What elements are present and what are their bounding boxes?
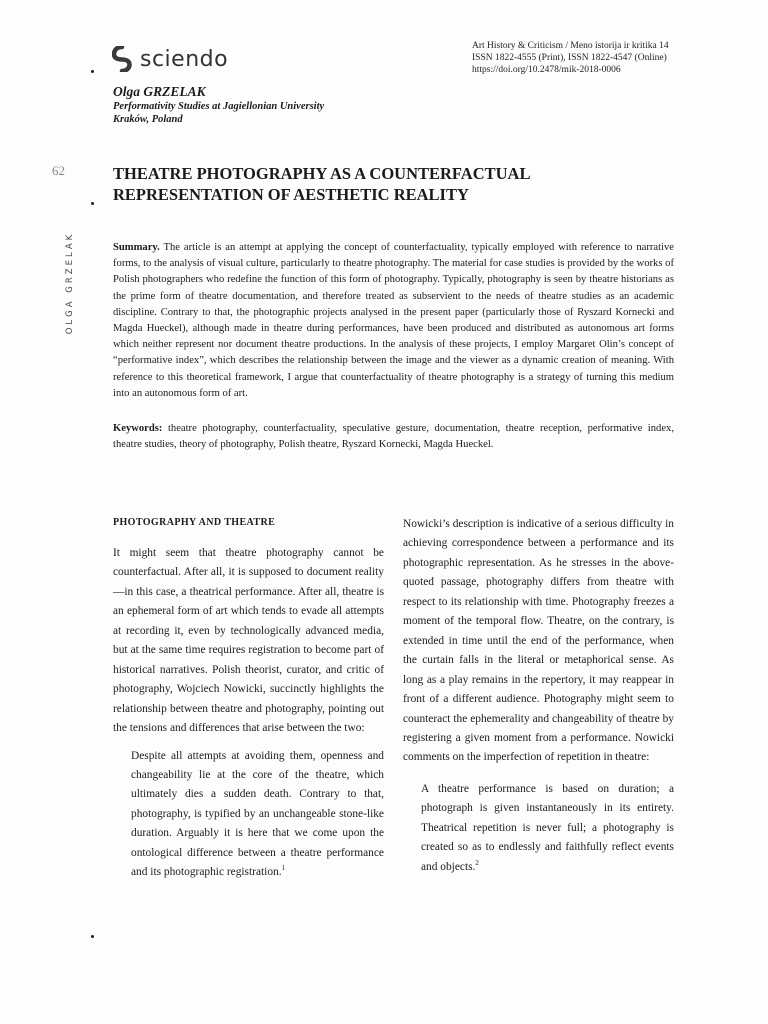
keywords-text: theatre photography, counterfactuality, speculative gesture, documentation, theatre reception, performative index, theatre studies, theory of photography, Polish theatre, Ryszard Kornecki, Magda Hueckel. (113, 423, 674, 451)
journal-info (472, 40, 669, 76)
summary-text: The article is an attempt at applying the concept of counterfactuality, typically employed with reference to narrative forms, to the analysis of visual culture, particularly to theatre photography. The material for case studies is provided by the works of Polish photographers who redefine the function of this form of photography. Typically, photography is seen by theatre historians as the prime form of theatre documentation, and therefore treated as subservient to the needs of theatre studies as an academic discipline. Contrary to that, the photographic projects analysed in the present paper (particularly those of Ryszard Kornecki and Magda Hueckel), although made in theatre during performances, have been produced and distributed as autonomous art forms which neither represent nor document theatre productions. In the analysis of these projects, I employ Margaret Olin’s concept of “performative index”, which describes the relationship between the image and the viewer as a dynamic creation of meaning. With reference to this theoretical framework, I argue that counterfactuality of theatre photography is a strategy of turning this medium into an autonomous form of art. (113, 242, 674, 399)
keywords (113, 421, 674, 453)
running-head: OLGA GRZELAK (65, 231, 75, 335)
summary (113, 240, 674, 402)
journal-doi: https://doi.org/10.2478/mik-2018-0006 (472, 65, 621, 75)
quote-text: A theatre performance is based on duration; a photograph is given instantaneously in its entirety. Theatrical repetition is never full; a photography is created so as to endlessly and faithfully reflect events and objects. (421, 782, 674, 873)
author-name: Olga GRZELAK (113, 84, 206, 99)
quote-text: Despite all attempts at avoiding them, openness and changeability lie at the core of the theatre, which ultimately dies a sudden death. Contrary to that, photography, is typified by an unchangeable stone-like duration. Arguably it is here that we come upon the ontological difference between a theatre performance and its photographic registration. (131, 749, 384, 879)
journal-title: Art History & Criticism / Meno istorija ir kritika 14 (472, 41, 669, 51)
summary-label: Summary. (113, 242, 160, 253)
article-title: THEATRE PHOTOGRAPHY AS A COUNTERFACTUAL REPRESENTATION OF AESTHETIC REALITY (113, 164, 530, 204)
author-block (113, 84, 324, 126)
right-column (403, 515, 674, 877)
publisher-name: sciendo (140, 46, 229, 72)
author-affiliation: Performativity Studies at Jagiellonian University (113, 101, 325, 112)
sciendo-logo-icon (112, 46, 132, 72)
journal-issn: ISSN 1822-4555 (Print), ISSN 1822-4547 (Online) (472, 53, 667, 63)
margin-dot (91, 70, 94, 73)
left-column (113, 516, 384, 883)
body-paragraph: It might seem that theatre photography cannot be counterfactual. After all, it is supposed to document reality—in this case, a theatrical performance. After all, theatre is an ephemeral form of art which tends to evade all attempts at recording it, even by technologically advanced media, but at the same time requires registration to become part of historical narratives. Polish theorist, curator, and critic of photography, Wojciech Nowicki, succinctly highlights the relationship between theatre and photography, pointing out the tensions and differences that arise between the two: (113, 547, 384, 735)
footnote-ref[interactable]: 2 (475, 858, 479, 867)
section-heading: PHOTOGRAPHY AND THEATRE (113, 517, 276, 528)
sciendo-logo (112, 46, 228, 72)
body-paragraph: Nowicki’s description is indicative of a serious difficulty in achieving correspondence between a performance and its photographic representation. As he stresses in the above-quoted passage, photography differs from theatre with respect to its relationship with time. Photography freezes a moment of the temporal flow. Theatre, on the contrary, is extended in time until the end of the performance, when the curtain falls in the literal or metaphorical sense. As long as a play remains in the repertory, it may reappear in front of a different audience. Photography might seem to counteract the ephemerality and changeability of theatre by registering a given moment from a performance. Nowicki comments on the imperfection of repetition in theatre: (403, 518, 674, 764)
block-quote (421, 780, 674, 877)
margin-dot (91, 202, 94, 205)
author-location: Kraków, Poland (113, 114, 183, 125)
margin-dot (91, 935, 94, 938)
block-quote (131, 747, 384, 883)
page-number: 62 (52, 163, 65, 178)
keywords-label: Keywords: (113, 423, 163, 434)
footnote-ref[interactable]: 1 (281, 864, 286, 873)
